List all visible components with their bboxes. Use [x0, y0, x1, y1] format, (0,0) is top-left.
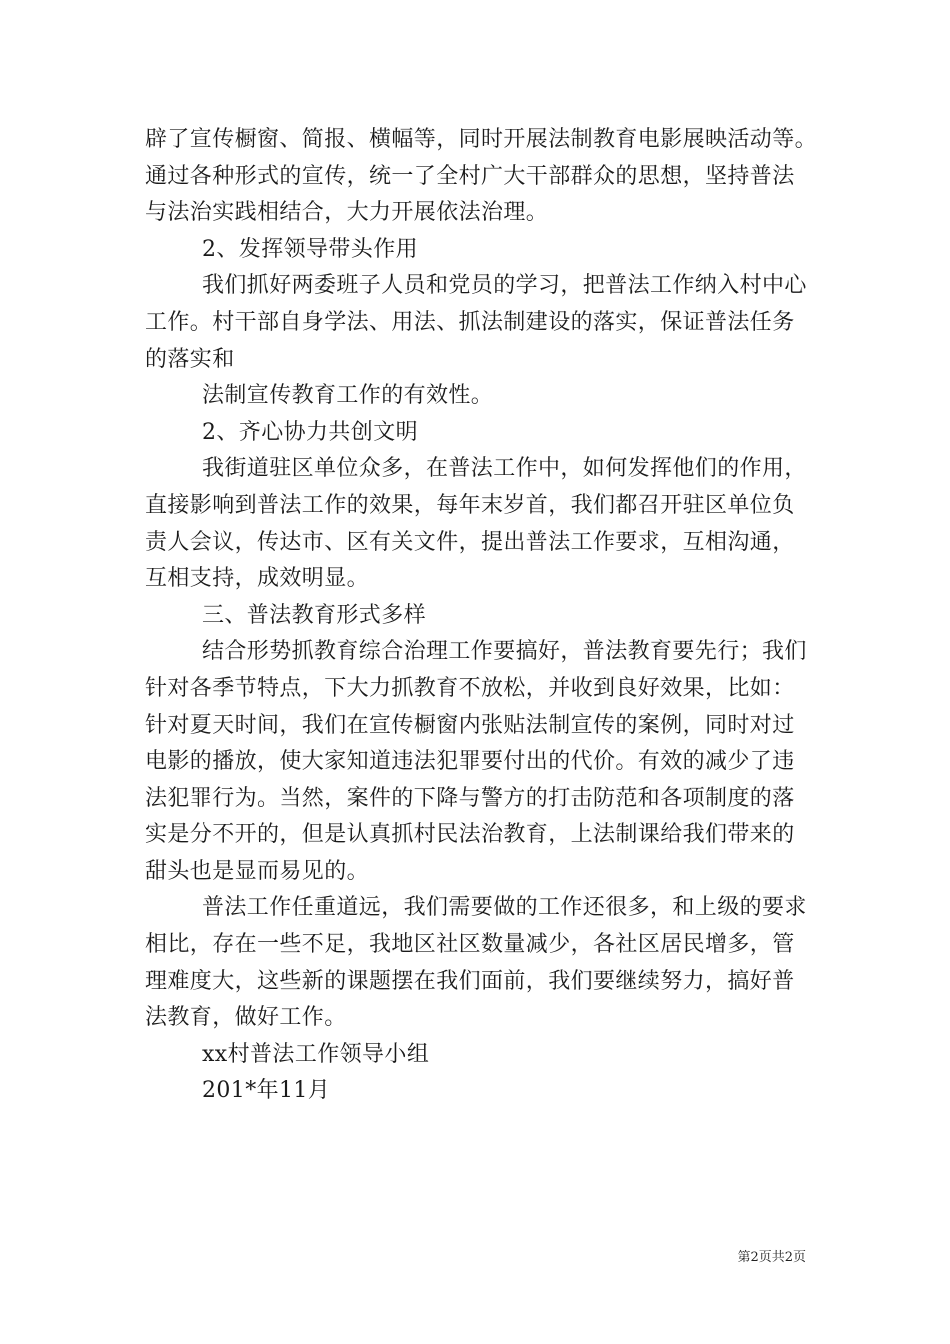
document-body — [145, 122, 818, 1110]
text-line: 直接影响到普法工作的效果，每年末岁首，我们都召开驻区单位负 — [145, 492, 795, 518]
text-line: 结合形势抓教育综合治理工作要搞好，普法教育要先行；我们 — [202, 639, 807, 665]
text-line: 法犯罪行为。当然，案件的下降与警方的打击防范和各项制度的落 — [145, 785, 795, 811]
text-line: 针对各季节特点，下大力抓教育不放松，并收到良好效果，比如： — [145, 675, 795, 701]
text-line: 三、普法教育形式多样 — [202, 602, 427, 628]
text-line: 针对夏天时间，我们在宣传橱窗内张贴法制宣传的案例，同时对过 — [145, 712, 795, 738]
text-line: 理难度大，这些新的课题摆在我们面前，我们要继续努力，搞好普 — [145, 968, 795, 994]
text-line: 相比，存在一些不足，我地区社区数量减少，各社区居民增多，管 — [145, 932, 795, 958]
text-line: 普法工作任重道远，我们需要做的工作还很多，和上级的要求 — [202, 895, 807, 921]
text-line: 我们抓好两委班子人员和党员的学习，把普法工作纳入村中心 — [202, 273, 807, 299]
text-line: 责人会议，传达市、区有关文件，提出普法工作要求，互相沟通， — [145, 529, 795, 555]
text-line: 通过各种形式的宣传，统一了全村广大干部群众的思想，坚持普法 — [145, 163, 795, 189]
text-line: 2、齐心协力共创文明 — [202, 419, 418, 445]
text-line: 辟了宣传橱窗、简报、横幅等，同时开展法制教育电影展映活动等。 — [145, 127, 818, 152]
text-line: 工作。村干部自身学法、用法、抓法制建设的落实，保证普法任务 — [145, 309, 795, 335]
text-line: 的落实和 — [145, 346, 235, 372]
text-line: 实是分不开的，但是认真抓村民法治教育，上法制课给我们带来的 — [145, 822, 795, 848]
text-line: 我街道驻区单位众多，在普法工作中，如何发挥他们的作用， — [202, 456, 807, 482]
text-line: 法制宣传教育工作的有效性。 — [202, 383, 494, 409]
text-line: 与法治实践相结合，大力开展依法治理。 — [145, 200, 549, 226]
text-line: xx村普法工作领导小组 — [202, 1041, 430, 1067]
text-line: 法教育，做好工作。 — [145, 1005, 347, 1031]
text-line: 201*年11月 — [202, 1078, 331, 1104]
page-number-footer: 第2页共2页 — [737, 1250, 806, 1265]
text-line: 甜头也是显而易见的。 — [145, 858, 370, 884]
text-line: 互相支持，成效明显。 — [145, 566, 370, 592]
text-line: 2、发挥领导带头作用 — [202, 236, 418, 262]
text-line: 电影的播放，使大家知道违法犯罪要付出的代价。有效的减少了违 — [145, 749, 795, 775]
